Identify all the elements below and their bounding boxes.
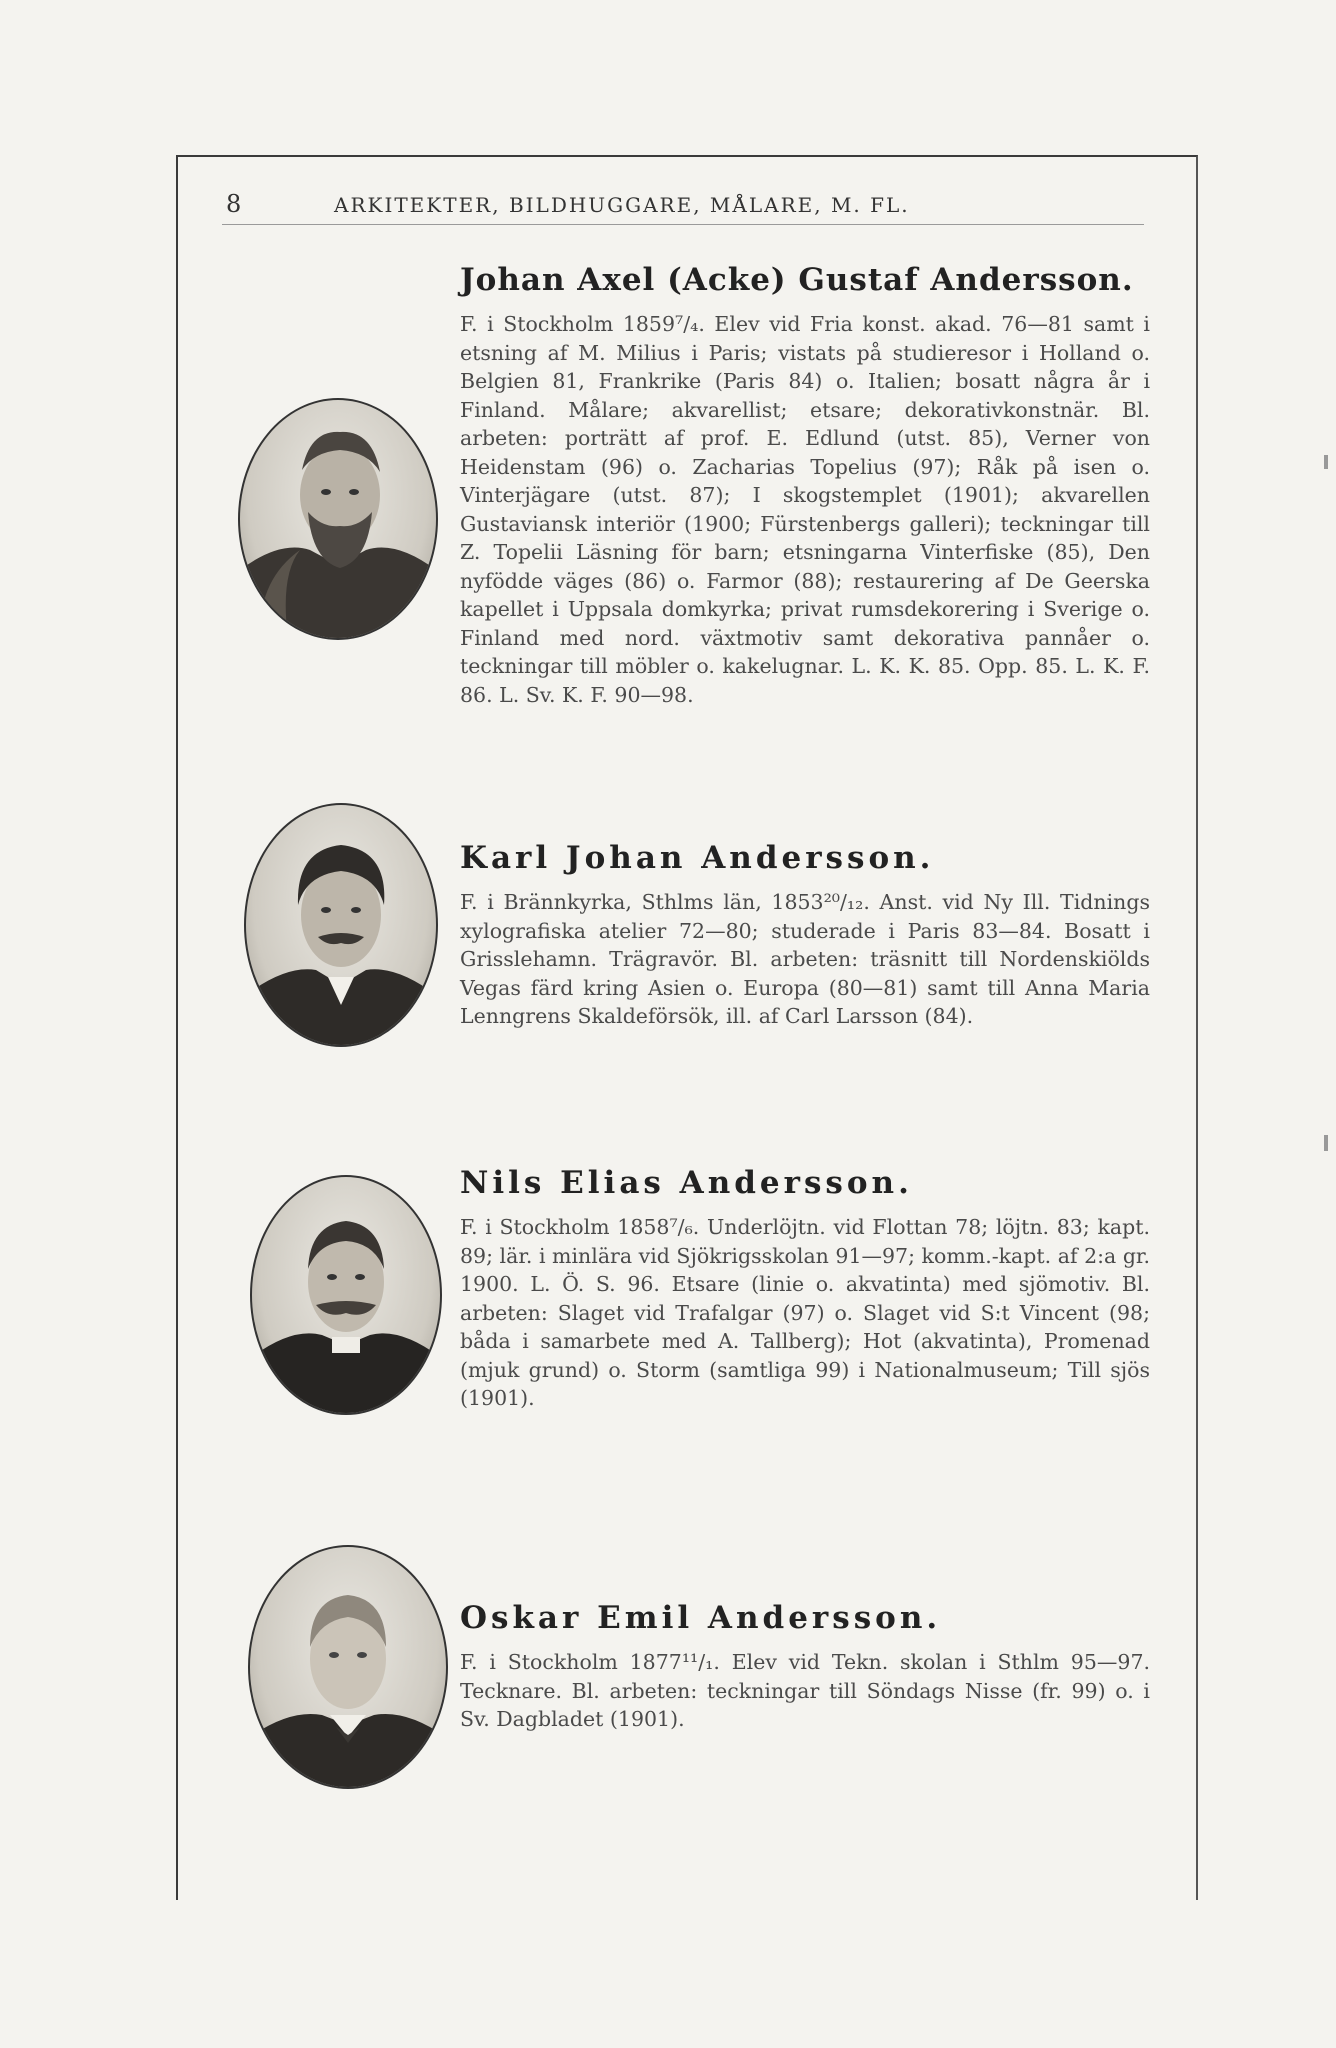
- entry-bio: F. i Stockholm 1859⁷/₄. Elev vid Fria konst. akad. 76—81 samt i etsning af M. Milius i Paris; vistats på studieresor i Holland o. Belgien 81, Frankrike (Paris 84) o. Italien; bosatt några år i Finland. Målare; akvarellist; etsare; dekorativkonstnär. Bl. arbeten: porträtt af prof. E. Edlund (utst. 85), Verner von Heidenstam (96) o. Zacharias Topelius (97); Råk på isen o. Vinterjägare (utst. 87); I skogstemplet (1901); akvarellen Gustaviansk interiör (1900; Fürstenbergs galleri); teckningar till Z. Topelii Läsning för barn; etsningarna Vinterfiske (85), Den nyfödde väges (86) o. Farmor (88); restaurering af De Geerska kapellet i Uppsala domkyrka; privat rumsdekorering i Sverige o. Finland med nord. växtmotiv samt dekorativa pannåer o. teckningar till möbler o. kakelugnar. L. K. K. 85. Opp. 85. L. K. F. 86. L. Sv. K. F. 90—98.: [460, 312, 1150, 707]
- header-rule: [222, 224, 1144, 225]
- entry-bio: F. i Brännkyrka, Sthlms län, 1853²⁰/₁₂. Anst. vid Ny Ill. Tidnings xylografiska atelier 72—80; studerade i Paris 83—84. Bosatt i Grisslehamn. Trägravör. Bl. arbeten: träsnitt till Nordenskiölds Vegas färd kring Asien o. Europa (80—81) samt till Anna Maria Lenngrens Skaldeförsök, ill. af Carl Larsson (84).: [460, 890, 1150, 1028]
- portrait-oskar-emil-andersson: [248, 1545, 448, 1789]
- entry-nils-elias-andersson: [460, 1165, 1150, 1413]
- portrait-nils-elias-andersson: [250, 1175, 442, 1415]
- page-number: 8: [226, 190, 244, 218]
- scan-edge-mark: [1324, 1135, 1328, 1151]
- entry-name: Oskar Emil Andersson.: [460, 1600, 942, 1636]
- entry-karl-johan-andersson: [460, 840, 1150, 1031]
- entry-name: Johan Axel (Acke) Gustaf Andersson.: [460, 262, 1134, 298]
- running-title: ARKITEKTER, BILDHUGGARE, MÅLARE, M. FL.: [334, 193, 910, 217]
- entry-name: Karl Johan Andersson.: [460, 840, 935, 876]
- entry-bio: F. i Stockholm 1858⁷/₆. Underlöjtn. vid Flottan 78; löjtn. 83; kapt. 89; lär. i minlära vid Sjökrigsskolan 91—97; komm.-kapt. af 2:a gr. 1900. L. Ö. S. 96. Etsare (linie o. akvatinta) med sjömotiv. Bl. arbeten: Slaget vid Trafalgar (97) o. Slaget vid S:t Vincent (98; båda i samarbete med A. Tallberg); Hot (akvatinta), Promenad (mjuk grund) o. Storm (samtliga 99) i Nationalmuseum; Till sjös (1901).: [460, 1215, 1150, 1410]
- entry-name: Nils Elias Andersson.: [460, 1165, 913, 1201]
- entry-bio: F. i Stockholm 1877¹¹/₁. Elev vid Tekn. skolan i Sthlm 95—97. Tecknare. Bl. arbeten: teckningar till Söndags Nisse (fr. 99) o. i Sv. Dagbladet (1901).: [460, 1650, 1150, 1731]
- entry-johan-axel-andersson: [460, 262, 1150, 709]
- entry-oskar-emil-andersson: [460, 1600, 1150, 1734]
- scan-edge-mark: [1324, 455, 1328, 469]
- portrait-johan-axel-andersson: [238, 398, 438, 640]
- portrait-karl-johan-andersson: [244, 803, 438, 1047]
- page-header: [222, 190, 1152, 224]
